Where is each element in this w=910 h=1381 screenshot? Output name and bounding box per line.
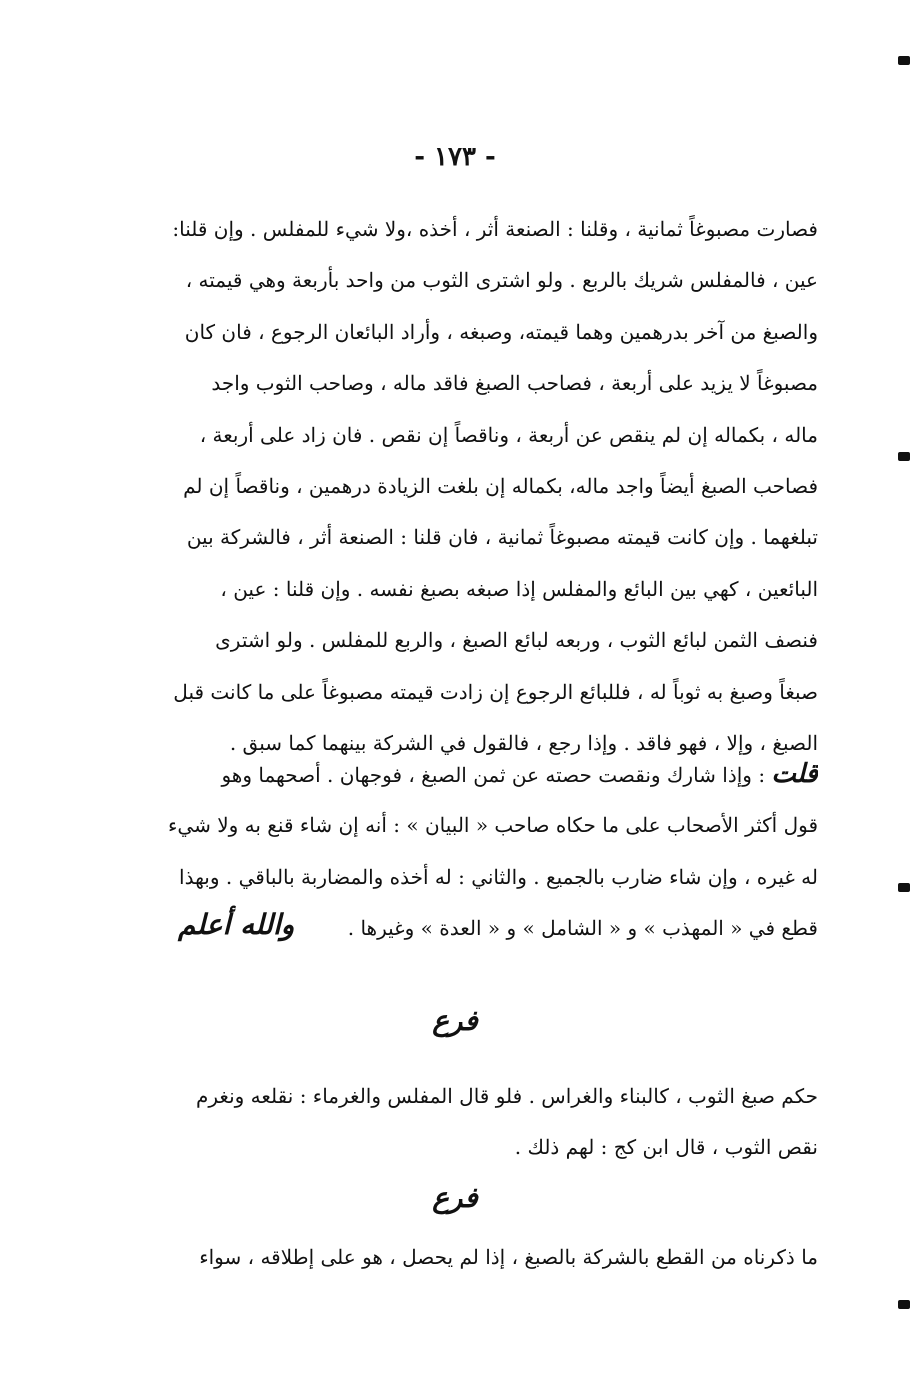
section-heading: فرع: [432, 1004, 478, 1037]
text-line: صبغاً وصبغ به ثوباً له ، فللبائع الرجوع إن زادت قيمته مصبوغاً على ما كانت قبل: [173, 679, 818, 704]
text-line: فنصف الثمن لبائع الثوب ، وربعه لبائع الصبغ ، والربع للمفلس . ولو اشترى: [215, 628, 818, 653]
section-heading: فرع: [432, 1181, 478, 1214]
text-line: تبلغهما . وإن كانت قيمته مصبوغاً ثمانية ، فان قلنا : الصنعة أثر ، فالشركة بين: [186, 525, 818, 550]
scan-mark: [898, 883, 910, 892]
main-paragraph: [96, 204, 818, 769]
text-line: قول أكثر الأصحاب على ما حكاه صاحب « البيان » : أنه إن شاء قنع به ولا شيء: [168, 813, 818, 838]
text-line: ما ذكرناه من القطع بالشركة بالصبغ ، إذا لم يحصل ، هو على إطلاقه ، سواء: [199, 1245, 818, 1269]
text-line: والصبغ من آخر بدرهمين وهما قيمته، وصبغه ، وأراد البائعان الرجوع ، فان كان: [184, 319, 818, 344]
far1-paragraph: [96, 1071, 818, 1174]
far2-paragraph: [96, 1232, 818, 1283]
text-line: حكم صبغ الثوب ، كالبناء والغراس . فلو قال المفلس والغرماء : نقلعه ونغرم: [196, 1084, 818, 1108]
text-line: فصاحب الصبغ أيضاً واجد ماله، بكماله إن بلغت الزيادة درهمين ، وناقصاً إن لم: [183, 473, 818, 498]
text-line: [96, 749, 818, 800]
text-line: نقص الثوب ، قال ابن كج : لهم ذلك .: [514, 1135, 818, 1160]
text-line: عين ، فالمفلس شريك بالربع . ولو اشترى الثوب من واحد بأربعة وهي قيمته ،: [185, 268, 818, 293]
scan-mark: [898, 452, 910, 461]
page-number: - ١٧٣ -: [414, 142, 496, 172]
text-line: الصبغ ، وإلا ، فهو فاقد . وإذا رجع ، فالقول في الشركة بينهما كما سبق .: [229, 730, 818, 755]
text-line: فصارت مصبوغاً ثمانية ، وقلنا : الصنعة أثر ، أخذه ،ولا شيء للمفلس . وإن قلنا:: [172, 217, 818, 241]
text-segment: : وإذا شارك ونقصت حصته عن ثمن الصبغ ، فوجهان . أصحهما وهو: [221, 763, 766, 787]
scan-mark: [898, 1300, 910, 1309]
text-line: قطع في « المهذب » و « الشامل » و « العدة » وغيرها .: [347, 916, 818, 941]
qult-label: قلت: [771, 759, 818, 789]
text-line: له غيره ، وإن شاء ضارب بالجميع . والثاني : له أخذه والمضاربة بالباقي . وبهذا: [179, 864, 818, 889]
text-line: مصبوغاً لا يزيد على أربعة ، فصاحب الصبغ فاقد ماله ، وصاحب الثوب واجد: [211, 371, 818, 396]
scan-mark: [898, 56, 910, 65]
text-line: ماله ، بكماله إن لم ينقص عن أربعة ، وناقصاً إن نقص . فان زاد على أربعة ،: [199, 422, 818, 447]
text-line: البائعين ، كهي بين البائع والمفلس إذا صبغه بصبغ نفسه . وإن قلنا : عين ،: [220, 576, 818, 601]
closing-phrase: والله أعلم: [178, 908, 295, 941]
